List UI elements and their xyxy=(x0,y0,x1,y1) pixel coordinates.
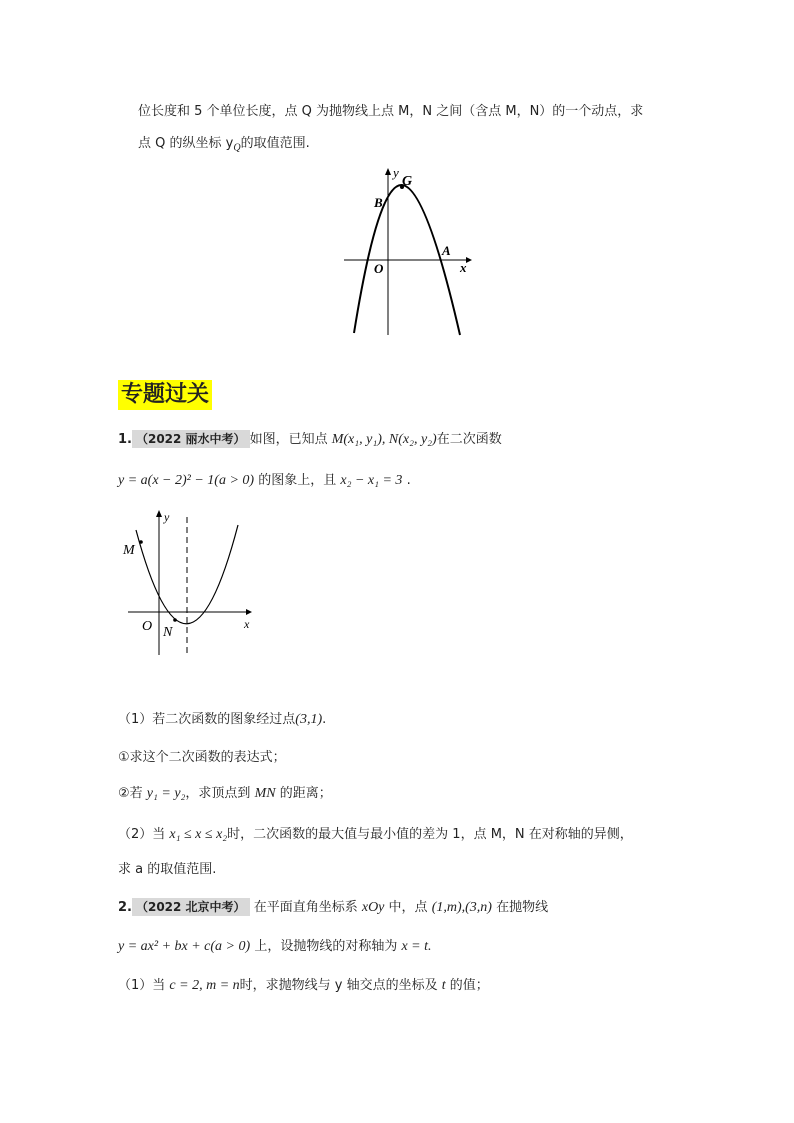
figure-1-label-G: G xyxy=(402,174,413,189)
problem-2-part-1 xyxy=(118,977,489,995)
problem-1-part-2-end: 时，二次函数的最大值与最小值的差为 1，点 M，N 在对称轴的异侧， xyxy=(227,827,633,842)
figure-1-y-arrow xyxy=(385,168,391,175)
figure-1-label-B: B xyxy=(374,195,383,210)
intro-line-2-end: 的取值范围. xyxy=(240,136,310,151)
figure-2-label-N: N xyxy=(163,625,173,640)
problem-1-line-2-mid: 的图象上，且 xyxy=(258,473,337,488)
problem-1-part-1-point: (3,1) xyxy=(295,712,323,727)
problem-1-line-2 xyxy=(118,472,411,490)
problem-2-points: (1,m),(3,n) xyxy=(431,900,492,915)
problem-1-line-1 xyxy=(118,430,502,449)
problem-2-part-1-start: （1）当 xyxy=(118,978,166,993)
figure-2-label-x: x xyxy=(244,617,250,631)
problem-2-line-2-mid: 上，设抛物线的对称轴为 xyxy=(254,939,398,954)
problem-1-points: M(x₁, y₁), N(x₂, y₂) xyxy=(331,432,437,447)
intro-line-2-text: 点 Q 的纵坐标 y xyxy=(138,136,234,151)
figure-1-label-y: y xyxy=(393,165,399,180)
problem-1-sub-2 xyxy=(118,785,332,803)
problem-2-number: 2. xyxy=(118,900,132,915)
problem-1-intro-end: 在二次函数 xyxy=(436,432,502,447)
problem-1-part-2-line-2: 求 a 的取值范围. xyxy=(118,862,217,877)
problem-1-part-2 xyxy=(118,826,633,844)
problem-1-line-2-end: . xyxy=(406,473,411,488)
problem-2-part-1-end: 的值； xyxy=(449,978,489,993)
figure-2-label-y: y xyxy=(164,510,170,524)
problem-1-sub-2-mid: ，求顶点到 xyxy=(185,786,251,801)
figure-1-label-O: O xyxy=(374,261,384,276)
section-title: 专题过关 xyxy=(118,380,212,410)
problem-1-source-tag: （2022 丽水中考） xyxy=(132,430,250,448)
problem-2-part-1-cond: c = 2, m = n xyxy=(169,978,240,993)
problem-1-part-1-text: （1）若二次函数的图象经过点 xyxy=(118,712,296,727)
problem-1-sub-2-start: ②若 xyxy=(118,786,143,801)
intro-line-2-sub: Q xyxy=(233,142,241,154)
intro-line-2 xyxy=(138,135,310,158)
figure-1-label-A: A xyxy=(442,243,451,258)
problem-1-sub-2-eq: y₁ = y₂ xyxy=(146,786,186,801)
figure-1-x-arrow xyxy=(466,257,472,263)
problem-1-part-2-start: （2）当 xyxy=(118,827,166,842)
figure-2-point-N xyxy=(173,618,177,622)
figure-2-y-arrow xyxy=(156,510,162,517)
problem-1-function: y = a(x − 2)² − 1(a > 0) xyxy=(118,473,255,488)
problem-2-line-1-start: 在平面直角坐标系 xyxy=(253,900,358,915)
problem-1-number: 1. xyxy=(118,432,132,447)
problem-2-part-1-t: t xyxy=(441,978,446,993)
figure-2-point-M xyxy=(139,540,143,544)
figure-2-label-O: O xyxy=(142,619,153,634)
problem-2-function: y = ax² + bx + c(a > 0) xyxy=(118,939,251,954)
problem-2-line-1-end: 在抛物线 xyxy=(496,900,549,915)
problem-2-line-2 xyxy=(118,938,432,956)
figure-2-parabola xyxy=(118,505,263,665)
figure-2-label-M: M xyxy=(123,543,135,558)
problem-1-part-2-range: x₁ ≤ x ≤ x₂ xyxy=(169,827,228,842)
figure-1-label-x: x xyxy=(460,260,467,275)
problem-2-xoy: xOy xyxy=(361,900,385,915)
figure-2-x-arrow xyxy=(246,609,252,615)
problem-1-part-1 xyxy=(118,711,326,729)
problem-2-axis: x = t. xyxy=(401,939,432,954)
problem-1-sub-1: ①求这个二次函数的表达式； xyxy=(118,750,286,765)
problem-2-part-1-mid: 时，求抛物线与 y 轴交点的坐标及 xyxy=(239,978,438,993)
figure-1-parabola xyxy=(338,163,478,343)
problem-1-sub-2-end: 的距离； xyxy=(279,786,332,801)
problem-2-line-1-mid: 中，点 xyxy=(388,900,428,915)
problem-1-part-1-end: . xyxy=(322,712,327,727)
problem-2-line-1 xyxy=(118,898,548,917)
intro-line-1: 位长度和 5 个单位长度，点 Q 为抛物线上点 M，N 之间（含点 M，N）的一个动点，求 xyxy=(138,104,644,119)
problem-1-intro: 如图，已知点 xyxy=(249,432,328,447)
problem-1-condition: x₂ − x₁ = 3 xyxy=(340,473,403,488)
problem-2-source-tag: （2022 北京中考） xyxy=(132,898,250,916)
problem-1-sub-2-mn: MN xyxy=(254,786,276,801)
